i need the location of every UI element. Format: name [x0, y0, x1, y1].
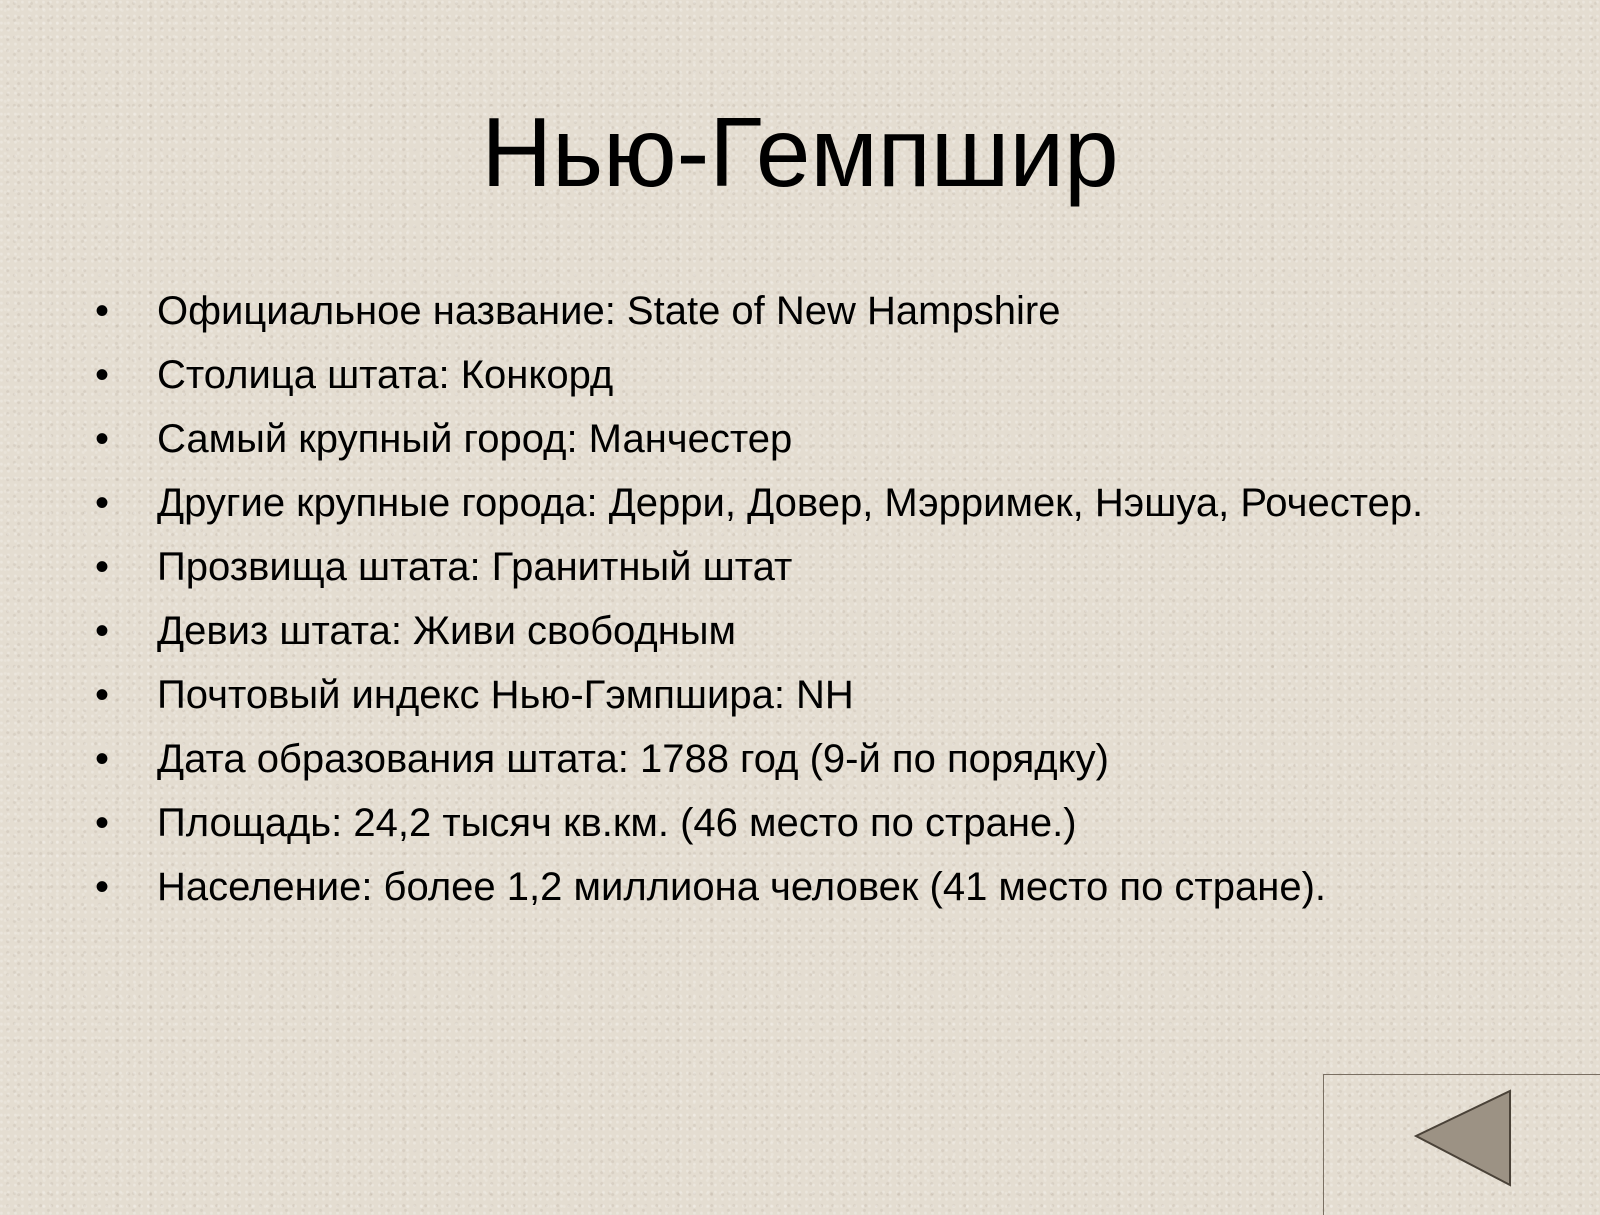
list-item-text: Самый крупный город: Манчестер	[157, 417, 793, 461]
bullet-list	[95, 285, 1535, 925]
list-item-text: Почтовый индекс Нью-Гэмпшира: NH	[157, 673, 854, 717]
bullet-marker: •	[95, 481, 110, 525]
list-item	[95, 413, 1535, 466]
bullet-marker: •	[95, 289, 110, 333]
bullet-marker: •	[95, 673, 110, 717]
list-item	[95, 861, 1535, 914]
list-item	[95, 349, 1535, 402]
list-item-text: Другие крупные города: Дерри, Довер, Мэрримек, Нэшуа, Рочестер.	[157, 481, 1424, 525]
bullet-marker: •	[95, 609, 110, 653]
bullet-marker: •	[95, 865, 110, 909]
bullet-marker: •	[95, 353, 110, 397]
list-item-text: Девиз штата: Живи свободным	[157, 609, 737, 653]
bullet-marker: •	[95, 737, 110, 781]
list-item	[95, 541, 1535, 594]
bullet-marker: •	[95, 417, 110, 461]
list-item	[95, 477, 1535, 530]
list-item-text: Дата образования штата: 1788 год (9-й по порядку)	[157, 737, 1109, 781]
list-item	[95, 733, 1535, 786]
bullet-marker: •	[95, 801, 110, 845]
slide-title: Нью-Гемпшир	[481, 97, 1119, 207]
list-item	[95, 605, 1535, 658]
list-item-text: Население: более 1,2 миллиона человек (41 место по стране).	[157, 865, 1327, 909]
list-item-text: Столица штата: Конкорд	[157, 353, 614, 397]
list-item	[95, 797, 1535, 850]
list-item-text: Официальное название: State of New Hampshire	[157, 289, 1061, 333]
list-item-text: Площадь: 24,2 тысяч кв.км. (46 место по стране.)	[157, 801, 1077, 845]
list-item	[95, 285, 1535, 338]
triangle-left-icon	[1414, 1089, 1514, 1189]
list-item-text: Прозвища штата: Гранитный штат	[157, 545, 793, 589]
bullet-marker: •	[95, 545, 110, 589]
navigation-panel	[1323, 1074, 1600, 1215]
back-button[interactable]	[1414, 1089, 1514, 1189]
list-item	[95, 669, 1535, 722]
